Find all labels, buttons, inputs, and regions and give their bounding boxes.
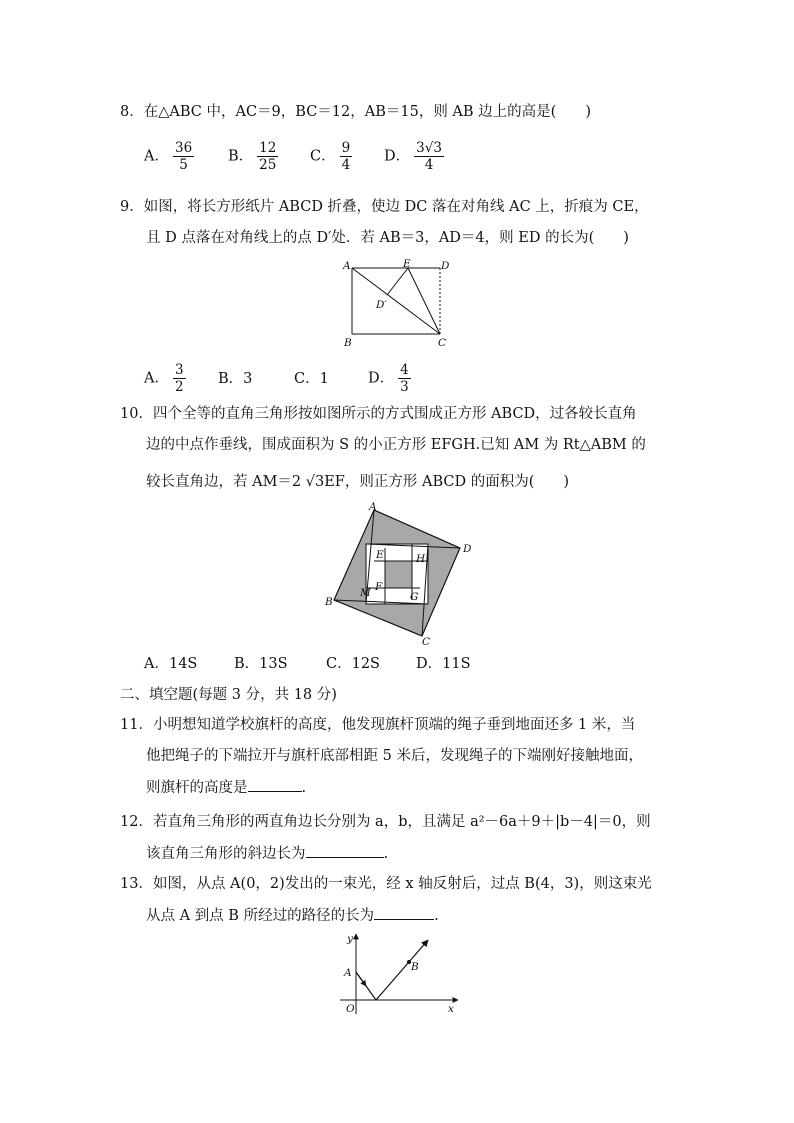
option-letter: C．	[310, 148, 336, 165]
q13-line-1: 13．如图，从点 A(0，2)发出的一束光，经 x 轴反射后，过点 B(4，3)，则这束光	[120, 876, 652, 892]
q8-option-b	[228, 140, 278, 173]
numerator: 3√3	[416, 140, 442, 156]
fraction	[173, 362, 186, 395]
q9-line-2: 且 D 点落在对角线上的点 D′处．若 AB＝3，AD＝4，则 ED 的长为( )	[146, 230, 629, 246]
q13-coordinate-figure	[336, 926, 466, 1016]
small-square-efgh	[385, 561, 412, 588]
label-a: A	[369, 501, 377, 513]
q13-text-after-blank: .	[434, 908, 439, 924]
q8-stem: 8．在△ABC 中，AC＝9，BC＝12，AB＝15，则 AB 边上的高是( )	[120, 104, 591, 120]
fraction	[398, 362, 411, 395]
option-letter: D．	[368, 370, 395, 387]
q13-text-before-blank: 从点 A 到点 B 所经过的路径的长为	[146, 908, 375, 924]
denominator: 25	[259, 157, 277, 173]
crease-ce	[408, 268, 440, 334]
q10-option-c: C．12S	[326, 656, 380, 672]
q10-line-2: 边的中点作垂线，围成面积为 S 的小正方形 EFGH.已知 AM 为 Rt△ABM 的	[146, 437, 646, 453]
incident-arrow	[358, 975, 366, 986]
q8-option-a	[144, 140, 194, 173]
section-heading: 二、填空题(每题 3 分，共 18 分)	[120, 687, 337, 703]
q12-text-before-blank: 该直角三角形的斜边长为	[146, 846, 306, 862]
q10-square-figure	[322, 500, 474, 650]
numerator: 12	[259, 140, 277, 156]
option-letter: A．	[144, 370, 169, 387]
option-letter: A．	[144, 148, 169, 165]
label-c: C	[438, 337, 447, 349]
q13-line-2	[146, 905, 439, 926]
q11-line-3	[146, 777, 306, 798]
q9-line-1: 9．如图，将长方形纸片 ABCD 折叠，使边 DC 落在对角线 AC 上，折痕为 CE，	[120, 199, 649, 215]
denominator: 2	[174, 379, 184, 395]
label-o: O	[346, 1003, 355, 1015]
numerator: 9	[341, 140, 351, 156]
label-f: F	[375, 581, 383, 593]
label-e: E	[376, 549, 384, 561]
label-y: y	[347, 933, 353, 945]
q11-line-1: 11．小明想知道学校旗杆的高度，他发现旗杆顶端的绳子垂到地面还多 1 米，当	[120, 717, 636, 733]
q10-option-b: B．13S	[234, 656, 288, 672]
q12-text-after-blank: .	[383, 846, 389, 862]
q10-line-1: 10．四个全等的直角三角形按如图所示的方式围成正方形 ABCD，过各较长直角	[120, 406, 637, 422]
label-b: B	[411, 961, 419, 973]
denominator: 4	[424, 157, 434, 173]
q10-line-3: 较长直角边，若 AM＝2 √3EF，则正方形 ABCD 的面积为( )	[146, 474, 570, 490]
label-d: D	[441, 260, 450, 272]
q9-option-c	[294, 369, 329, 389]
fraction	[414, 140, 444, 173]
fraction	[340, 140, 353, 173]
option-value: 1	[319, 371, 329, 387]
fraction	[173, 140, 194, 173]
light-ray-reflected	[376, 940, 428, 1000]
q12-line-1: 12．若直角三角形的两直角边长分别为 a，b，且满足 a²－6a＋9＋|b－4|＝0，则	[120, 814, 651, 830]
numerator: 4	[400, 362, 409, 378]
option-letter: B．	[218, 371, 244, 387]
q11-text-before-blank: 则旗杆的高度是	[146, 780, 248, 796]
option-letter: D．	[384, 148, 411, 165]
label-a: A	[344, 967, 352, 979]
label-e: E	[403, 258, 411, 270]
q11-line-2: 他把绳子的下端拉开与旗杆底部相距 5 米后，发现绳子的下端刚好接触地面，	[146, 748, 643, 764]
label-h: H	[416, 553, 426, 565]
option-letter: C．	[294, 371, 320, 387]
label-b: B	[325, 596, 333, 608]
q9-option-b	[218, 369, 252, 389]
q8-option-c	[310, 140, 352, 173]
label-a: A	[343, 260, 351, 272]
numerator: 36	[174, 140, 193, 156]
segment-ed-prime	[387, 268, 408, 295]
label-d-prime: D′	[376, 299, 387, 311]
fraction	[257, 140, 278, 173]
q9-option-d	[368, 362, 411, 395]
q11-text-after-blank: .	[301, 780, 307, 796]
label-d: D	[463, 543, 472, 555]
q12-line-2	[146, 843, 388, 864]
q11-answer-blank[interactable]	[248, 777, 302, 792]
option-value: 3	[243, 371, 253, 387]
numerator: 3	[174, 362, 184, 378]
q12-answer-blank[interactable]	[306, 843, 384, 858]
label-m: M	[360, 587, 371, 599]
label-g: G	[410, 591, 419, 603]
q8-option-d	[384, 140, 444, 173]
q9-rectangle-figure	[336, 256, 460, 352]
q9-option-a	[144, 362, 186, 395]
denominator: 3	[400, 379, 409, 395]
diagonal-ac	[352, 268, 440, 334]
q10-option-a: A．14S	[144, 656, 198, 672]
label-b: B	[344, 337, 352, 349]
denominator: 5	[179, 157, 188, 173]
label-c: C	[422, 636, 431, 648]
q10-option-d: D．11S	[416, 656, 471, 672]
q13-answer-blank[interactable]	[374, 905, 434, 920]
denominator: 4	[341, 157, 351, 173]
label-x: x	[448, 1003, 454, 1015]
option-letter: B．	[228, 148, 254, 165]
